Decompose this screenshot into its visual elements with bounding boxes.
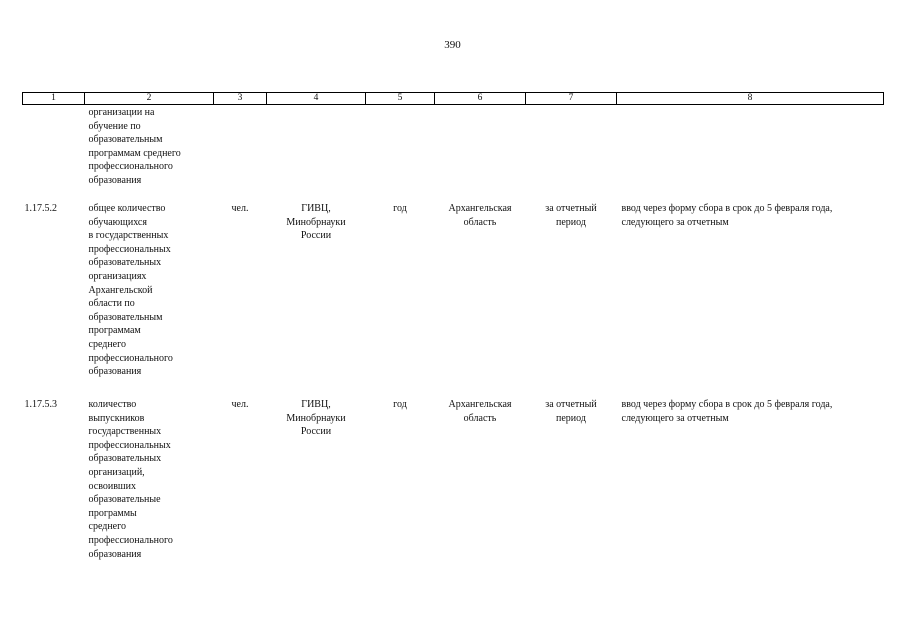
table-row — [23, 202, 884, 398]
cell-reporting-time: за отчетный период — [545, 399, 597, 424]
table-row — [23, 398, 884, 561]
cell-territory-level: Архангельская область — [448, 203, 512, 228]
column-header-4: 4 — [267, 93, 366, 105]
cell-indicator-name: общее количество обучающихся в государственных профессиональных образовательных организациях Архангельской области по образовательным программам среднего профессионального образования — [88, 203, 173, 378]
column-header-2: 2 — [85, 93, 214, 105]
column-header-5: 5 — [366, 93, 435, 105]
cell-unit: чел. — [231, 399, 249, 410]
column-header-3: 3 — [214, 93, 267, 105]
cell-unit: чел. — [231, 203, 249, 214]
column-header-8: 8 — [617, 93, 884, 105]
cell-territory-level: Архангельская область — [448, 399, 512, 424]
column-header-6: 6 — [435, 93, 526, 105]
cell-indicator-name: организации на обучение по образовательным программам среднего профессионального образования — [88, 107, 181, 186]
column-number-header-row — [23, 93, 884, 105]
cell-source: ГИВЦ, Минобрнауки России — [286, 399, 346, 438]
cell-number — [23, 105, 85, 203]
cell-source: ГИВЦ, Минобрнауки России — [286, 203, 346, 242]
indicators-table — [22, 92, 884, 561]
cell-collection-method: ввод через форму сбора в срок до 5 февраля года, следующего за отчетным — [621, 399, 833, 424]
cell-indicator-name: количество выпускников государственных профессиональных образовательных организаций, освоивших образовательные программы среднего профессионального образования — [88, 399, 173, 560]
cell-periodicity: год — [393, 203, 407, 214]
cell-periodicity: год — [393, 399, 407, 410]
column-header-7: 7 — [526, 93, 617, 105]
page-number: 390 — [444, 39, 461, 51]
cell-collection-method: ввод через форму сбора в срок до 5 февраля года, следующего за отчетным — [621, 203, 833, 228]
column-header-1: 1 — [23, 93, 85, 105]
cell-number: 1.17.5.2 — [24, 203, 57, 214]
cell-reporting-time: за отчетный период — [545, 203, 597, 228]
cell-number: 1.17.5.3 — [24, 399, 57, 410]
table-row-continuation — [23, 105, 884, 203]
